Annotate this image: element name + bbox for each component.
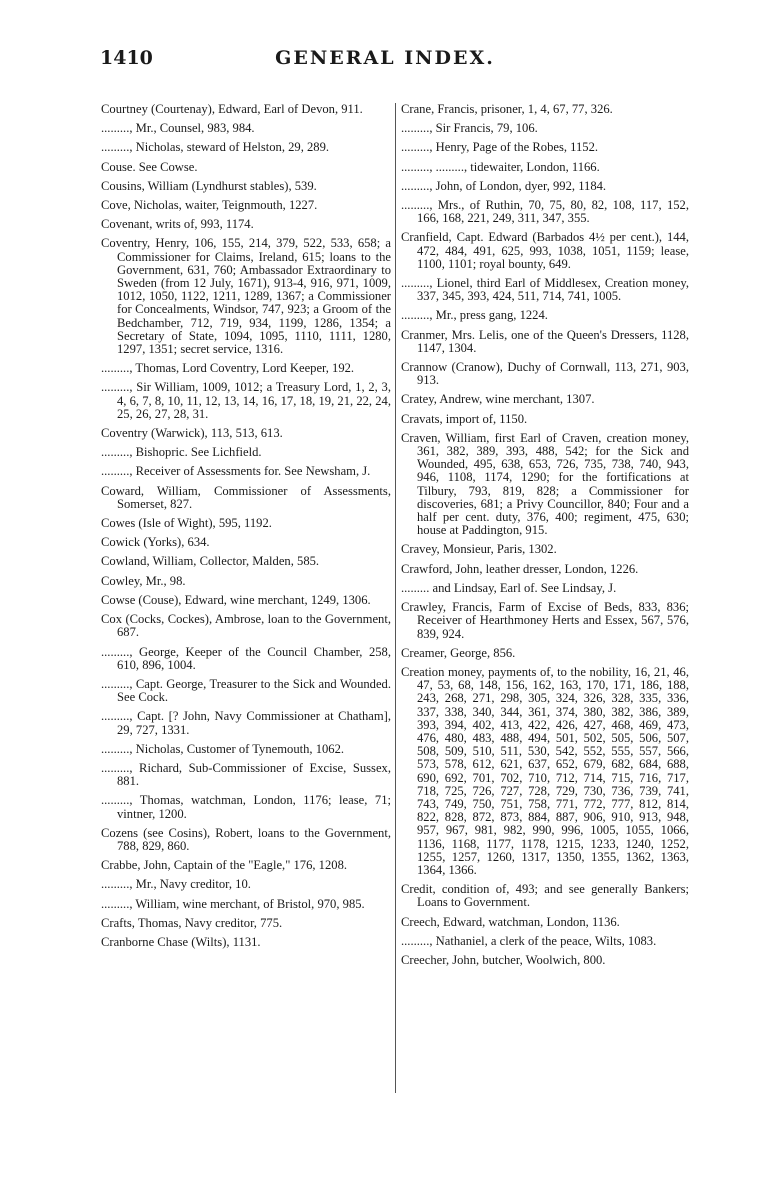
index-entry: Courtney (Courtenay), Edward, Earl of Devon, 911. [101,102,363,116]
index-entry: Cowes (Isle of Wight), 595, 1192. [101,516,272,531]
index-entry: ........., William, wine merchant, of Bristol, 970, 985. [101,896,365,911]
index-entry: ........., Mr., Navy creditor, 10. [101,877,251,892]
index-entry: Cranmer, Mrs. Lelis, one of the Queen's Dressers, 1128, 1147, 1304. [401,327,689,355]
index-entry: Covenant, writs of, 993, 1174. [101,217,254,232]
index-entry: ........., Sir Francis, 79, 106. [401,121,538,136]
index-entry: Coventry (Warwick), 113, 513, 613. [101,426,283,441]
index-entry: ........., John, of London, dyer, 992, 1184. [401,178,607,193]
index-entry: Cousins, William (Lyndhurst stables), 539. [101,178,317,193]
index-entry: Creecher, John, butcher, Woolwich, 800. [401,952,606,967]
page-number: 1410 [100,47,153,69]
index-entry: ........., Mr., Counsel, 983, 984. [101,121,255,136]
index-entry: Crafts, Thomas, Navy creditor, 775. [101,915,283,930]
index-entry: ........., Lionel, third Earl of Middlesex, Creation money, 337, 345, 393, 424, 511, 714, 741, 1005. [401,276,689,304]
index-entry: ........., Thomas, Lord Coventry, Lord Keeper, 192. [101,361,355,376]
index-entry: ........., Capt. [? John, Navy Commissioner at Chatham], 29, 727, 1331. [101,709,391,737]
index-entry: Cowick (Yorks), 634. [101,535,210,550]
index-entry: ........., Richard, Sub-Commissioner of Excise, Sussex, 881. [101,760,391,789]
index-entry: Cox (Cocks, Cockes), Ambrose, loan to the Government, 687. [101,612,391,640]
index-entry: Creech, Edward, watchman, London, 1136. [401,914,620,929]
index-entry: Cratey, Andrew, wine merchant, 1307. [401,392,595,407]
index-entry: ........., Thomas, watchman, London, 1176; lease, 71; vintner, 1200. [101,793,391,821]
index-entry: ........., Mr., press gang, 1224. [401,308,548,323]
index-entry: Coward, William, Commissioner of Assessments, Somerset, 827. [101,483,391,511]
index-entry: ........., Henry, Page of the Robes, 1152. [401,140,599,155]
index-entry: ........., Capt. George, Treasurer to the Sick and Wounded. See Cock. [101,676,391,705]
index-entry: Cowse (Couse), Edward, wine merchant, 1249, 1306. [101,592,371,607]
index-entry: Craven, William, first Earl of Craven, creation money, 361, 382, 389, 393, 488, 542; for the Sick and Wounded, 495, 638, 653, 726, 735, 738, 740, 943, 946, 1108, 1174, 1290; for the fortifications at Tilbury, 793, 819, 828; a Commissioner for discoveries, 681; a Privy Councillor, 840; Four and a half per cent. duty, 376, 400; regiment, 475, 630; house at Paddington, 915. [401,430,689,538]
index-entry: Cowland, William, Collector, Malden, 585. [101,554,320,569]
index-entry: Creation money, payments of, to the nobility, 16, 21, 46, 47, 53, 68, 148, 156, 162, 163, 170, 171, 186, 188, 243, 268, 271, 298, 305, 324, 326, 328, 335, 336, 337, 338, 340, 344, 361, 374, 380, 382, 386, 389, 393, 394, 402, 413, 422, 426, 427, 468, 469, 473, 476, 480, 483, 488, 494, 501, 502, 505, 506, 507, 508, 509, 510, 511, 530, 542, 552, 555, 557, 566, 573, 578, 612, 621, 637, 652, 679, 682, 684, 688, 690, 692, 701, 702, 710, 712, 714, 715, 716, 717, 718, 725, 726, 727, 728, 729, 730, 736, 739, 741, 743, 749, 750, 751, 758, 771, 772, 777, 812, 814, 822, 828, 872, 873, 884, 887, 906, 910, 913, 948, 957, 967, 981, 982, 990, 996, 1005, 1055, 1066, 1136, 1168, 1177, 1178, 1215, 1233, 1240, 1252, 1255, 1257, 1260, 1317, 1350, 1355, 1362, 1363, 1364, 1366. [401,664,689,877]
index-entry: Cove, Nicholas, waiter, Teignmouth, 1227. [101,198,318,213]
index-entry: Cozens (see Cosins), Robert, loans to the Government, 788, 829, 860. [101,825,391,853]
index-entry: ........., Nicholas, Customer of Tynemouth, 1062. [101,741,345,756]
index-entry: ........., Nathaniel, a clerk of the peace, Wilts, 1083. [401,933,657,948]
index-entry: Cowley, Mr., 98. [101,573,186,588]
index-entry: ........., Nicholas, steward of Helston, 29, 289. [101,140,330,155]
index-entry: Couse. See Cowse. [101,159,198,174]
index-column-left [101,103,391,955]
index-entry: Coventry, Henry, 106, 155, 214, 379, 522, 533, 658; a Commissioner for Claims, Ireland, 615; loans to the Government, 631, 760; Ambassador Extraordinary to Sweden (from 12 July, 1671), 913-4, 916, 971, 1009, 1012, 1050, 1122, 1211, 1289, 1367; a Commissioner for Concealments, Windsor, 747, 923; a Groom of the Bedchamber, 712, 719, 934, 1199, 1286, 1354; a Secretary of State, 1094, 1095, 1110, 1111, 1280, 1297, 1351; secret service, 1316. [101,236,391,357]
index-entry: Crannow (Cranow), Duchy of Cornwall, 113, 271, 903, 913. [401,360,689,388]
index-entry: Crawley, Francis, Farm of Excise of Beds, 833, 836; Receiver of Hearthmoney Herts and Essex, 567, 576, 839, 924. [401,600,689,641]
index-entry: ........., Receiver of Assessments for. See Newsham, J. [101,464,371,479]
index-entry: ........., Sir William, 1009, 1012; a Treasury Lord, 1, 2, 3, 4, 6, 7, 8, 10, 11, 12, 13, 14, 16, 17, 18, 19, 21, 22, 24, 25, 26, 27, 28, 31. [101,380,391,421]
index-entry: ......... and Lindsay, Earl of. See Lindsay, J. [401,580,617,595]
index-entry: Cranborne Chase (Wilts), 1131. [101,934,261,949]
index-entry: ........., George, Keeper of the Council Chamber, 258, 610, 896, 1004. [101,644,391,672]
index-entry: ........., Bishopric. See Lichfield. [101,445,262,460]
index-entry: Cravey, Monsieur, Paris, 1302. [401,542,557,557]
index-entry: Crabbe, John, Captain of the "Eagle," 176, 1208. [101,858,348,873]
index-entry: Cranfield, Capt. Edward (Barbados 4½ per cent.), 144, 472, 484, 491, 625, 993, 1038, 1051, 1159; lease, 1100, 1101; royal bounty, 649. [401,230,689,271]
column-divider [395,103,396,1093]
page-header [0,47,770,77]
index-column-right [401,103,689,973]
index-entry: ........., Mrs., of Ruthin, 70, 75, 80, 82, 108, 117, 152, 166, 168, 221, 249, 311, 347, 355. [401,198,689,226]
index-entry: Creamer, George, 856. [401,645,516,660]
index-entry: ........., ........., tidewaiter, London, 1166. [401,159,600,174]
index-entry: Cravats, import of, 1150. [401,411,528,426]
index-entry: Crane, Francis, prisoner, 1, 4, 67, 77, 326. [401,102,613,116]
index-entry: Crawford, John, leather dresser, London, 1226. [401,561,639,576]
page-title: GENERAL INDEX. [275,47,495,69]
index-entry: Credit, condition of, 493; and see generally Bankers; Loans to Government. [401,882,689,910]
